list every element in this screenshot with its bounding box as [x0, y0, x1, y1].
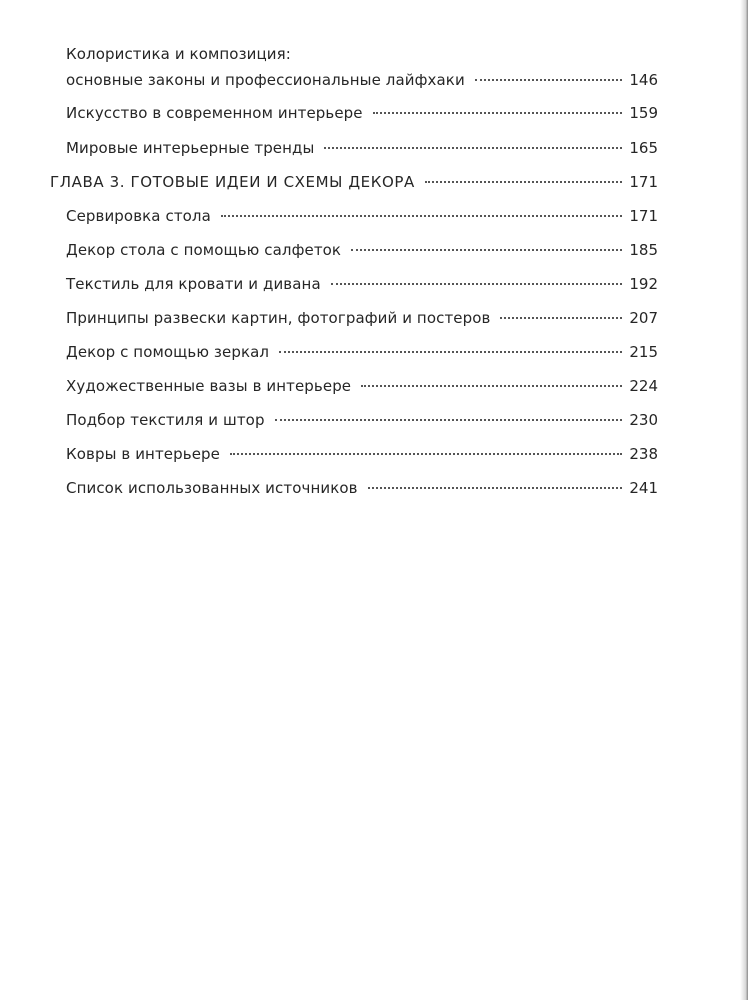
toc-entry-title: Искусство в современном интерьере	[66, 104, 363, 122]
toc-entry-page: 230	[629, 411, 658, 429]
toc-entry-page: 159	[629, 104, 658, 122]
toc-entry-title: Мировые интерьерные тренды	[66, 139, 315, 157]
toc-entry-carpets	[66, 445, 658, 467]
toc-entry-page: 146	[629, 71, 658, 89]
toc-entry-title: Принципы развески картин, фотографий и постеров	[66, 309, 491, 327]
page-edge-shadow	[740, 0, 748, 1000]
toc-entry-title: Декор стола с помощью салфеток	[66, 241, 342, 259]
dot-leader	[368, 487, 623, 489]
toc-entry-page: 238	[629, 445, 658, 463]
toc-entry-title: Текстиль для кровати и дивана	[66, 275, 321, 293]
toc-entry-art	[66, 104, 658, 126]
dot-leader	[500, 317, 622, 319]
toc-entry-title: Подбор текстиля и штор	[66, 411, 265, 429]
toc-entry-title: Список использованных источников	[66, 479, 358, 497]
toc-entry-page: 171	[629, 207, 658, 225]
toc-entry-title-line1: Колористика и композиция:	[66, 45, 291, 63]
toc-entry-page: 171	[629, 173, 658, 191]
chapter-title: ГЛАВА 3. ГОТОВЫЕ ИДЕИ И СХЕМЫ ДЕКОРА	[50, 173, 415, 191]
toc-entry-sources	[66, 479, 658, 501]
dot-leader	[275, 419, 623, 421]
toc-entry-title: Сервировка стола	[66, 207, 211, 225]
toc-entry-page: 241	[629, 479, 658, 497]
toc-chapter-3	[50, 173, 658, 195]
dot-leader	[425, 181, 622, 183]
toc-entry-page: 207	[629, 309, 658, 327]
toc-entry-title: Декор с помощью зеркал	[66, 343, 270, 361]
toc-entry-bed-textile	[66, 275, 658, 297]
dot-leader	[324, 147, 622, 149]
toc-entry-curtains	[66, 411, 658, 433]
toc-entry-page: 224	[629, 377, 658, 395]
toc-entry-title: Художественные вазы в интерьере	[66, 377, 352, 395]
dot-leader	[361, 385, 622, 387]
dot-leader	[373, 112, 623, 114]
toc-entry-mirrors	[66, 343, 658, 365]
toc-entry-page: 192	[629, 275, 658, 293]
dot-leader	[230, 453, 622, 455]
toc-entry-page: 215	[629, 343, 658, 361]
toc-entry-trends	[66, 139, 658, 161]
toc-entry-napkins	[66, 241, 658, 263]
toc-entry-coloristics	[66, 45, 658, 93]
toc-entry-title: основные законы и профессиональные лайфхаки	[66, 71, 465, 89]
toc-entry-title: Ковры в интерьере	[66, 445, 220, 463]
toc-entry-page: 185	[629, 241, 658, 259]
dot-leader	[279, 351, 622, 353]
toc-entry-page: 165	[629, 139, 658, 157]
dot-leader	[351, 249, 622, 251]
toc-entry-hanging	[66, 309, 658, 331]
dot-leader	[221, 215, 622, 217]
dot-leader	[331, 283, 623, 285]
toc-entry-vases	[66, 377, 658, 399]
toc-entry-table-setting	[66, 207, 658, 229]
dot-leader	[475, 79, 623, 81]
